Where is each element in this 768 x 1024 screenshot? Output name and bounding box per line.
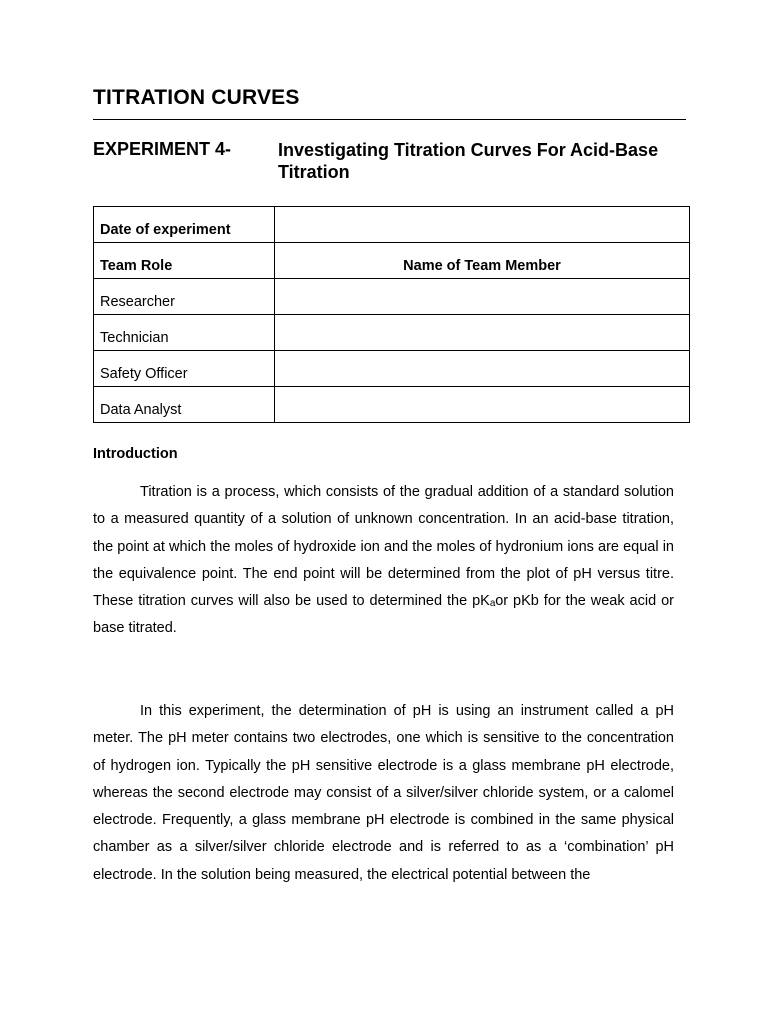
table-cell-member (275, 387, 690, 423)
table-cell-member (275, 279, 690, 315)
table-cell-role: Technician (94, 315, 275, 351)
table-cell-role: Safety Officer (94, 351, 275, 387)
table-row (94, 207, 690, 243)
table-cell-date-value (275, 207, 690, 243)
table-row (94, 387, 690, 423)
table-header-team-role: Team Role (94, 243, 275, 279)
table-row (94, 243, 690, 279)
table-cell-role: Researcher (94, 279, 275, 315)
table-row (94, 315, 690, 351)
table-cell-member (275, 315, 690, 351)
table-row (94, 351, 690, 387)
introduction-heading: Introduction (93, 446, 178, 462)
document-title: TITRATION CURVES (93, 86, 300, 109)
introduction-paragraph-2: In this experiment, the determination of pH is using an instrument called a pH meter. The pH meter contains two electrodes, one which is sensitive to the concentration of hydrogen ion. Typically the pH sensitive electrode is a glass membrane pH electrode, whereas the second electrode may consist of a silver/silver chloride system, or a calomel electrode. Frequently, a glass membrane pH electrode is combined in the same physical chamber as a silver/silver chloride electrode and is referred to as a ‘combination’ pH electrode. In the solution being measured, the electrical potential between the (93, 703, 674, 883)
table-cell-date-label: Date of experiment (94, 207, 275, 243)
experiment-title: Investigating Titration Curves For Acid-Base Titration (278, 140, 659, 182)
team-roles-table (93, 206, 690, 423)
table-cell-member (275, 351, 690, 387)
table-header-team-member: Name of Team Member (275, 243, 690, 279)
table-row (94, 279, 690, 315)
title-divider (93, 119, 686, 120)
table-cell-role: Data Analyst (94, 387, 275, 423)
introduction-paragraph-1: Titration is a process, which consists of the gradual addition of a standard solution to a measured quantity of a solution of unknown concentration. In an acid-base titration, the point at which the moles of hydroxide ion and the moles of hydronium ions are equal in the equivalence point. The end point will be determined from the plot of pH versus titre. These titration curves will also be used to determined the pKₐor pKb for the weak acid or base titrated. (93, 484, 674, 637)
experiment-label: EXPERIMENT 4- (93, 139, 232, 159)
